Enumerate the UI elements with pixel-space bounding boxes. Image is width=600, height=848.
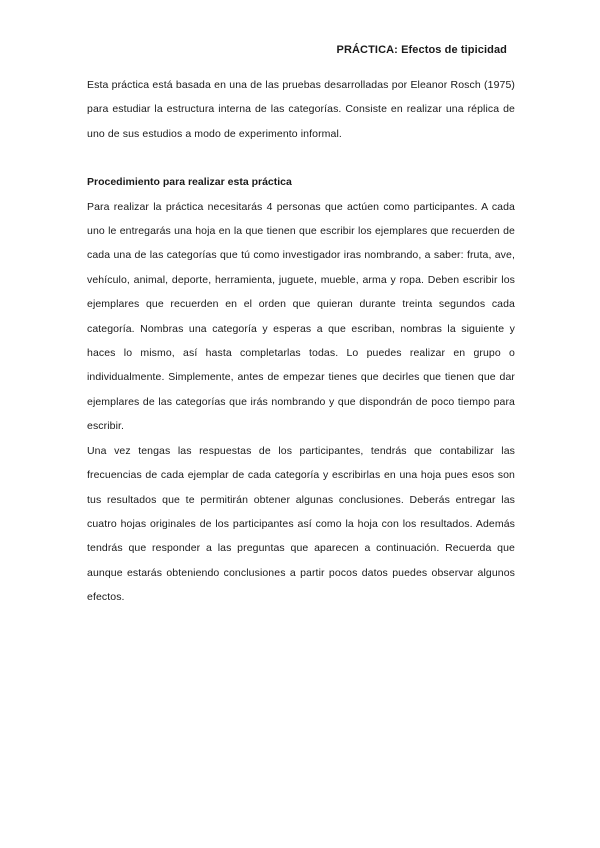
procedure-heading: Procedimiento para realizar esta práctica: [87, 176, 292, 189]
procedure-paragraph-2: Una vez tengas las respuestas de los participantes, tendrás que contabilizar las frecuencias de cada ejemplar de cada categoría y escribirlas en una hoja pues esos son tus resultados que te permitirán obtener algunas conclusiones. Deberás entregar las cuatro hojas originales de los participantes así como la hoja con los resultados. Además tendrás que responder a las preguntas que aparecen a continuación. Recuerda que aunque estarás obteniendo conclusiones a partir pocos datos puedes observar algunos efectos.: [87, 444, 515, 604]
section-spacer: [87, 146, 515, 170]
page-header-title: PRÁCTICA: Efectos de tipicidad: [336, 44, 507, 56]
intro-paragraph: Esta práctica está basada en una de las pruebas desarrolladas por Eleanor Rosch (1975) para estudiar la estructura interna de las categorías. Consiste en realizar una réplica de uno de sus estudios a modo de experimento informal.: [87, 79, 515, 140]
procedure-paragraph-1: Para realizar la práctica necesitarás 4 personas que actúen como participantes. A cada uno le entregarás una hoja en la que tienen que escribir los ejemplares que recuerden de cada una de las categorías que tú como investigador iras nombrando, a saber: fruta, ave, vehículo, animal, deporte, herramienta, juguete, mueble, arma y ropa. Deben escribir los ejemplares que recuerden en el orden que quieran durante treinta segundos cada categoría. Nombras una categoría y esperas a que escriban, nombras la siguiente y haces lo mismo, así hasta completarlas todas. Lo puedes realizar en grupo o individualmente. Simplemente, antes de empezar tienes que decirles que tienen que dar ejemplares de las categorías que irás nombrando y que dispondrán de poco tiempo para escribir.: [87, 200, 515, 433]
document-body: [87, 73, 515, 610]
